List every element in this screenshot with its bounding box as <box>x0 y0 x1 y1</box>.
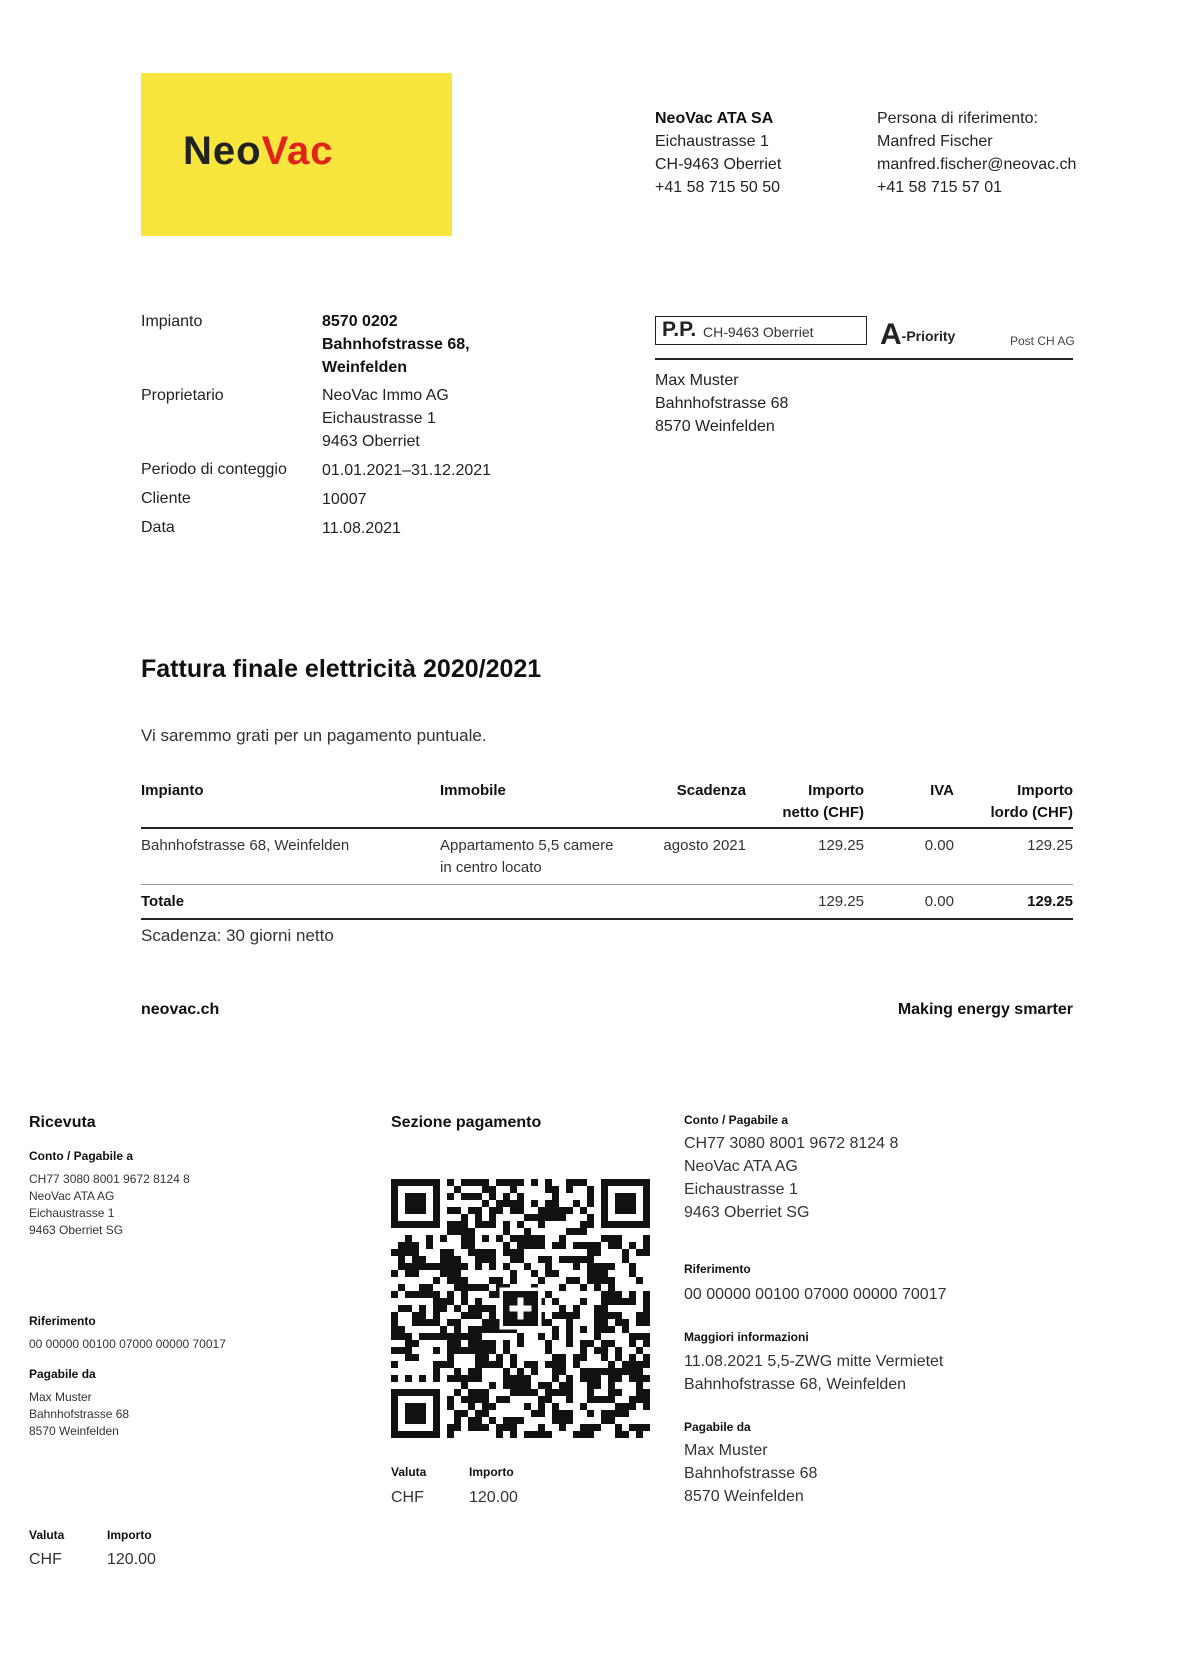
payment-info-line1: 11.08.2021 5,5-ZWG mitte Vermietet <box>684 1353 944 1370</box>
row-immobile-line1: Appartamento 5,5 camere <box>440 837 614 854</box>
proprietario-label: Proprietario <box>141 387 224 404</box>
th-impianto: Impianto <box>141 782 204 799</box>
receipt-payer-street: Bahnhofstrasse 68 <box>29 1407 130 1421</box>
th-importo-lordo <box>960 780 1073 824</box>
periodo-label: Periodo di conteggio <box>141 461 287 478</box>
payment-info-line2: Bahnhofstrasse 68, Weinfelden <box>684 1376 907 1393</box>
receipt-currency-label: Valuta <box>29 1528 65 1542</box>
row-immobile <box>440 835 613 879</box>
payment-currency: CHF <box>391 1489 424 1506</box>
impianto-value-street: Bahnhofstrasse 68, <box>322 336 470 353</box>
total-netto: 129.25 <box>818 893 864 910</box>
receipt-title: Ricevuta <box>29 1114 96 1131</box>
payment-payee-street: Eichaustrasse 1 <box>684 1181 798 1198</box>
row-iva: 0.00 <box>924 837 954 854</box>
payment-payer-label: Pagabile da <box>684 1420 751 1434</box>
impianto-value-id: 8570 0202 <box>322 313 398 330</box>
payment-info-label: Maggiori informazioni <box>684 1330 809 1344</box>
receipt-currency: CHF <box>29 1551 62 1568</box>
row-immobile-line2: in centro locato <box>440 859 542 876</box>
payment-payee-name: NeoVac ATA AG <box>684 1158 798 1175</box>
company-logo <box>141 73 452 236</box>
table-total-rule <box>141 918 1073 920</box>
pp-location: CH-9463 Oberriet <box>703 324 814 340</box>
payment-payer-street: Bahnhofstrasse 68 <box>684 1465 818 1482</box>
receipt-iban: CH77 3080 8001 9672 8124 8 <box>29 1172 190 1186</box>
receipt-payer-name: Max Muster <box>29 1390 92 1404</box>
pp-stamp <box>655 316 867 345</box>
footer-slogan: Making energy smarter <box>897 1001 1073 1018</box>
details-values <box>322 310 491 540</box>
payment-payee <box>684 1132 898 1224</box>
cliente-label: Cliente <box>141 490 191 507</box>
data-value: 11.08.2021 <box>322 520 401 537</box>
th-netto-line2: netto (CHF) <box>782 804 864 821</box>
payment-payer-city: 8570 Weinfelden <box>684 1488 804 1505</box>
receipt-reference: 00 00000 00100 07000 00000 70017 <box>29 1337 226 1351</box>
row-lordo: 129.25 <box>1027 837 1073 854</box>
payment-reference: 00 00000 00100 07000 00000 70017 <box>684 1286 947 1303</box>
logo-text-vac: Vac <box>261 129 334 173</box>
payment-info <box>684 1350 943 1396</box>
impianto-label: Impianto <box>141 313 203 330</box>
receipt-payee-name: NeoVac ATA AG <box>29 1189 115 1203</box>
total-label: Totale <box>141 893 185 910</box>
receipt-payee-street: Eichaustrasse 1 <box>29 1206 115 1220</box>
cliente-value: 10007 <box>322 491 367 508</box>
receipt-amount: 120.00 <box>107 1551 156 1568</box>
priority-a: A <box>880 318 902 351</box>
footer-website[interactable]: neovac.ch <box>141 1001 220 1018</box>
receipt-amount-label: Importo <box>107 1528 152 1542</box>
proprietario-value-street: Eichaustrasse 1 <box>322 410 436 427</box>
payment-amount: 120.00 <box>469 1489 518 1506</box>
th-lordo-line2: lordo (CHF) <box>990 804 1073 821</box>
logo-text-neo: Neo <box>183 129 262 173</box>
impianto-value-city: Weinfelden <box>322 359 408 376</box>
priority-mark <box>880 318 955 352</box>
address-divider <box>655 358 1073 360</box>
payment-title: Sezione pagamento <box>391 1114 542 1131</box>
company-address <box>655 107 781 199</box>
proprietario-value-name: NeoVac Immo AG <box>322 387 449 404</box>
qr-code <box>391 1179 650 1438</box>
th-netto-line1: Importo <box>808 782 864 799</box>
payment-reference-label: Riferimento <box>684 1262 751 1276</box>
company-city: CH-9463 Oberriet <box>655 156 782 173</box>
recipient-city: 8570 Weinfelden <box>655 418 775 435</box>
pp-mark: P.P. <box>662 318 697 341</box>
recipient-street: Bahnhofstrasse 68 <box>655 395 789 412</box>
table-row-rule <box>141 884 1073 885</box>
row-scadenza: agosto 2021 <box>663 837 746 854</box>
recipient-address <box>655 369 788 438</box>
th-immobile: Immobile <box>440 782 506 799</box>
company-street: Eichaustrasse 1 <box>655 133 769 150</box>
receipt-payee <box>29 1171 190 1239</box>
priority-text: -Priority <box>901 328 956 344</box>
receipt-payer-city: 8570 Weinfelden <box>29 1424 119 1438</box>
contact-phone: +41 58 715 57 01 <box>877 179 1003 196</box>
page-title: Fattura finale elettricità 2020/2021 <box>141 655 542 683</box>
payment-account-label: Conto / Pagabile a <box>684 1113 789 1127</box>
receipt-payer <box>29 1389 129 1440</box>
payment-payee-city: 9463 Oberriet SG <box>684 1204 810 1221</box>
payment-payer <box>684 1439 817 1508</box>
contact-email[interactable]: manfred.fischer@neovac.ch <box>877 156 1077 173</box>
contact-person <box>877 107 1076 199</box>
total-iva: 0.00 <box>924 893 954 910</box>
postal-carrier: Post CH AG <box>1010 334 1075 348</box>
total-lordo: 129.25 <box>1027 893 1073 910</box>
receipt-account-label: Conto / Pagabile a <box>29 1149 134 1163</box>
company-phone: +41 58 715 50 50 <box>655 179 781 196</box>
payment-iban: CH77 3080 8001 9672 8124 8 <box>684 1135 899 1152</box>
payment-payer-name: Max Muster <box>684 1442 768 1459</box>
th-lordo-line1: Importo <box>1017 782 1073 799</box>
table-header-rule <box>141 827 1073 829</box>
contact-name: Manfred Fischer <box>877 133 993 150</box>
payment-currency-label: Valuta <box>391 1465 427 1479</box>
data-label: Data <box>141 519 175 536</box>
row-impianto: Bahnhofstrasse 68, Weinfelden <box>141 837 350 854</box>
intro-text: Vi saremmo grati per un pagamento puntuale. <box>141 726 487 745</box>
recipient-name: Max Muster <box>655 372 739 389</box>
row-netto: 129.25 <box>818 837 864 854</box>
receipt-reference-label: Riferimento <box>29 1314 96 1328</box>
th-importo-netto <box>740 780 864 824</box>
contact-label: Persona di riferimento: <box>877 110 1038 127</box>
receipt-payee-city: 9463 Oberriet SG <box>29 1223 124 1237</box>
th-scadenza: Scadenza <box>676 782 746 799</box>
proprietario-value-city: 9463 Oberriet <box>322 433 420 450</box>
periodo-value: 01.01.2021–31.12.2021 <box>322 462 492 479</box>
company-name: NeoVac ATA SA <box>655 110 774 127</box>
due-note: Scadenza: 30 giorni netto <box>141 926 334 945</box>
receipt-payer-label: Pagabile da <box>29 1367 96 1381</box>
payment-amount-label: Importo <box>469 1465 514 1479</box>
th-iva: IVA <box>930 782 954 799</box>
